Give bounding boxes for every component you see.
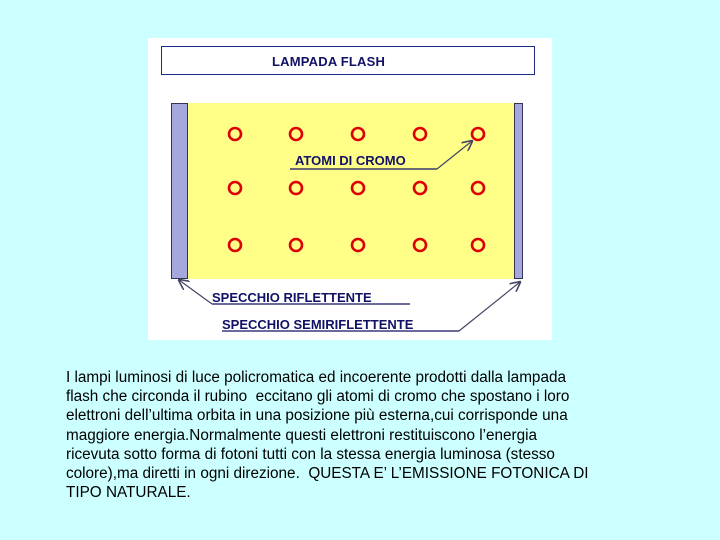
reflecting-mirror-label: SPECCHIO RIFLETTENTE [212,290,372,305]
caption-text: I lampi luminosi di luce policromatica ed incoerente prodotti dalla lampada flash che circonda il rubino eccitano gli atomi di cromo che spostano i loro elettroni dell’ultima orbita in una posizione più esterna,cui corrisponde una maggiore energia.Normalmente questi elettroni restituiscono l’energia ricevuta sotto forma di fotoni tutti con la stessa energia luminosa (stesso colore),ma diretti in ogni direzione. QUESTA E’ L’EMISSIONE FOTONICA DI TIPO NATURALE. [66,369,589,502]
atom-circle [290,239,302,251]
atom-circle [472,128,484,140]
atoms-label: ATOMI DI CROMO [295,153,406,168]
atom-arrow [437,141,472,169]
atom-circle [352,182,364,194]
atom-circle [414,128,426,140]
atom-circle [229,182,241,194]
atom-circle [472,182,484,194]
atom-circle [352,128,364,140]
atom-circle [352,239,364,251]
diagram-title: LAMPADA FLASH [272,54,386,69]
atom-circle [414,239,426,251]
atom-circle [290,182,302,194]
mirror-refl-arrow [179,280,212,304]
atom-circle [414,182,426,194]
atom-circle [472,239,484,251]
chromium-atoms [229,128,484,251]
mirror-semi-arrow [459,282,520,331]
atom-circle [229,239,241,251]
semi-reflecting-mirror-label: SPECCHIO SEMIRIFLETTENTE [222,317,414,332]
atom-circle [229,128,241,140]
atom-circle [290,128,302,140]
